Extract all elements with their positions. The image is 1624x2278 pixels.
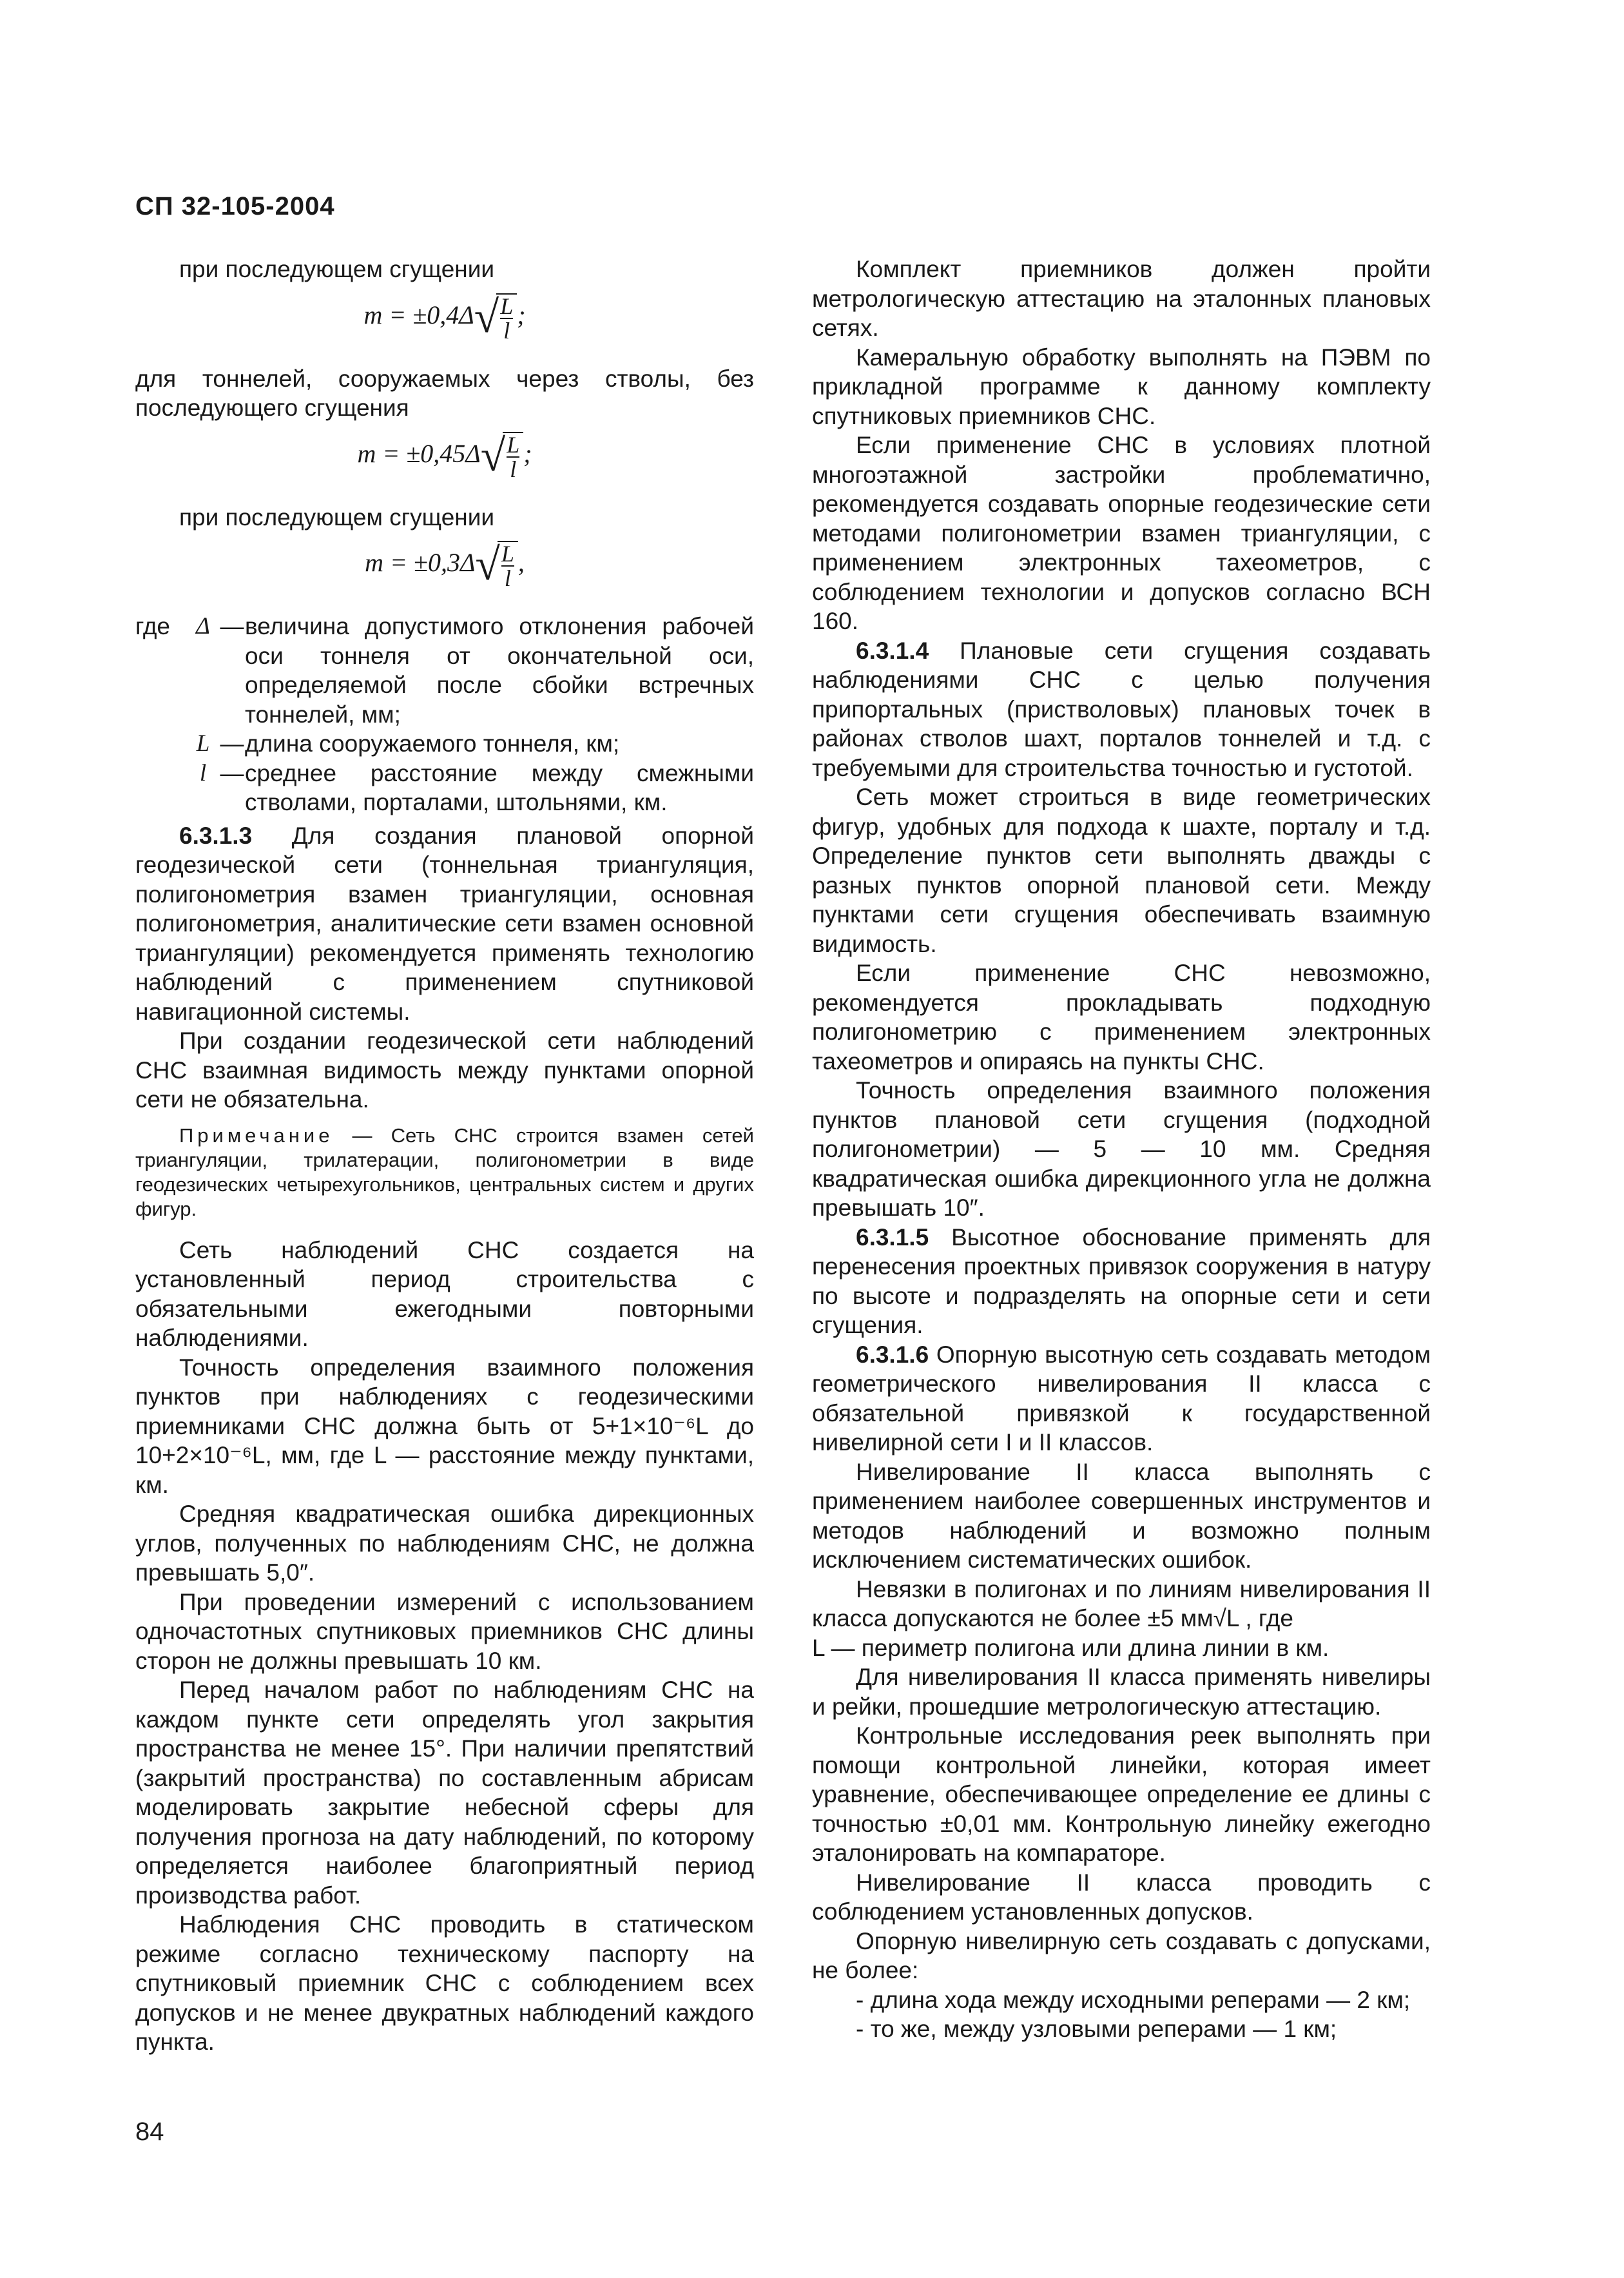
formula-2 (135, 432, 754, 491)
section-number: 6.3.1.6 (856, 1341, 929, 1368)
left-column (135, 255, 754, 2057)
section-number: 6.3.1.3 (179, 822, 253, 849)
fraction-numerator: L (501, 541, 514, 567)
definition-symbol: l (199, 759, 207, 786)
paragraph: Сеть может строиться в виде геометрических фигур, удобных для подхода к шахте, порталу и т.д. Определение пунктов сети выполнять дважды с разных пунктов опорной плановой сети. Между пунктами сети сгущения обеспечивать взаимную видимость. (812, 784, 1431, 957)
fraction-denominator: l (510, 456, 517, 482)
note (135, 1124, 754, 1222)
section-text: Высотное обоснование применять для перенесения проектных привязок сооружения в натуру по высоте и подразделять на опорные сети и сети сгущения. (812, 1223, 1431, 1338)
page-header: СП 32-105-2004 (135, 192, 335, 220)
section-6-3-1-3 (135, 821, 754, 1027)
definition-lead: где (135, 613, 171, 639)
fraction (496, 293, 517, 342)
formula-punct: ; (517, 300, 526, 329)
definition-lead (135, 759, 187, 817)
formula-coefficient: m = ±0,4Δ (363, 300, 474, 329)
section-number: 6.3.1.4 (856, 637, 929, 664)
paragraph: При проведении измерений с использованием одночастотных спутниковых приемников СНС длины сторон не должны превышать 10 км. (135, 1588, 754, 1674)
list-item: - длина хода между исходными реперами — 2 км; (856, 1986, 1411, 2013)
radical-sign: √ (474, 292, 499, 342)
paragraph: Невязки в полигонах и по линиям нивелирования II класса допускаются не более ±5 мм√L , где (812, 1575, 1431, 1631)
definition-dash: — (220, 730, 244, 757)
definition-symbol: Δ (196, 613, 210, 639)
paragraph: при последующем сгущении (179, 256, 495, 282)
definition-text: величина допустимого отклонения рабочей оси тоннеля от окончательной оси, определяемой после сбойки встречных тоннелей, мм; (245, 613, 754, 728)
formula-1 (135, 293, 754, 353)
paragraph: для тоннелей, сооружаемых через стволы, без последующего сгущения (135, 365, 754, 421)
section-text: Плановые сети сгущения создавать наблюдениями СНС с целью получения припортальных (пристволовых) плановых точек в районах стволов шахт, порталов тоннелей и т.д. с требуемыми для строительства точностью и густотой. (812, 637, 1431, 781)
definition-text: длина сооружаемого тоннеля, км; (245, 730, 620, 757)
paragraph: при последующем сгущении (179, 503, 495, 531)
radical-sign: √ (475, 540, 500, 590)
page-number: 84 (135, 2117, 164, 2146)
paragraph: Комплект приемников должен пройти метрологическую аттестацию на эталонных плановых сетях. (812, 256, 1431, 341)
fraction-denominator: l (504, 565, 511, 591)
right-column (812, 255, 1431, 2044)
paragraph: Наблюдения СНС проводить в статическом режиме согласно техническому паспорту на спутниковый приемник СНС с соблюдением всех допусков и не менее двукратных наблюдений каждого пункта. (135, 1911, 754, 2055)
formula-punct: ; (523, 438, 532, 468)
fraction (498, 541, 518, 590)
list-item: - то же, между узловыми реперами — 1 км; (856, 2016, 1337, 2042)
paragraph: Контрольные исследования реек выполнять при помощи контрольной линейки, которая имеет уравнение, обеспечивающее определение ее длины с точностью ±0,01 мм. Контрольную линейку ежегодно эталонировать на компараторе. (812, 1722, 1431, 1866)
definitions-list (135, 612, 754, 817)
note-text: — Сеть СНС строится взамен сетей триангуляции, трилатерации, полигонометрии в виде геодезических четырехугольников, центральных систем и других фигур. (135, 1124, 754, 1220)
paragraph: Если применение СНС невозможно, рекомендуется прокладывать подходную полигонометрию с применением электронных тахеометров и опираясь на пункты СНС. (812, 960, 1431, 1075)
paragraph: Средняя квадратическая ошибка дирекционных углов, полученных по наблюдениям СНС, не должна превышать 5,0″. (135, 1501, 754, 1586)
fraction-denominator: l (503, 317, 510, 344)
paragraph: Опорную нивелирную сеть создавать с допусками, не более: (812, 1927, 1431, 1983)
paragraph: Перед началом работ по наблюдениям СНС на каждом пункте сети определять угол закрытия пространства не менее 15°. При наличии препятствий (закрытий пространства) по составленным абрисам моделировать закрытие небесной сферы для получения прогноза на дату наблюдений, по которому определяется наиболее благоприятный период производства работ. (135, 1677, 754, 1909)
definition-dash: — (220, 613, 244, 639)
fraction (503, 432, 523, 481)
radical-sign: √ (480, 431, 506, 481)
section-number: 6.3.1.5 (856, 1223, 929, 1251)
paragraph: Точность определения взаимного положения пунктов при наблюдениях с геодезическими приемниками СНС должна быть от 5+1×10⁻⁶L до 10+2×10⁻⁶L, мм, где L — расстояние между пунктами, км. (135, 1354, 754, 1498)
formula-punct: , (517, 548, 525, 578)
section-text: Опорную высотную сеть создавать методом геометрического нивелирования II класса с обязательной привязкой к государственной нивелирной сети I и II классов. (812, 1341, 1431, 1455)
fraction-numerator: L (500, 293, 514, 319)
paragraph: Нивелирование II класса выполнять с применением наиболее совершенных инструментов и методов наблюдений и возможно полным исключением систематических ошибок. (812, 1458, 1431, 1573)
formula-3 (135, 541, 754, 600)
fraction-numerator: L (507, 431, 520, 458)
paragraph: L — периметр полигона или длина линии в км. (812, 1634, 1329, 1661)
formula-coefficient: m = ±0,3Δ (365, 548, 476, 578)
paragraph: Точность определения взаимного положения пунктов плановой сети сгущения (подходной полигонометрии) — 5 — 10 мм. Средняя квадратическая ошибка дирекционного угла не должна превышать 10″. (812, 1077, 1431, 1221)
definition-symbol: L (196, 730, 210, 757)
paragraph: Нивелирование II класса проводить с соблюдением установленных допусков. (812, 1869, 1431, 1925)
definition-dash: — (220, 759, 244, 786)
section-6-3-1-6 (812, 1340, 1431, 1457)
section-6-3-1-4 (812, 636, 1431, 783)
paragraph: Для нивелирования II класса применять нивелиры и рейки, прошедшие метрологическую аттестацию. (812, 1664, 1431, 1720)
note-label: Примечание (179, 1124, 334, 1147)
formula-coefficient: m = ±0,45Δ (357, 438, 481, 468)
paragraph: Камеральную обработку выполнять на ПЭВМ по прикладной программе к данному комплекту спутниковых приемников СНС. (812, 344, 1431, 429)
section-text: Для создания плановой опорной геодезической сети (тоннельная триангуляция, полигонометрия взамен триангуляции, основная полигонометрия, аналитические сети взамен основной триангуляции) рекомендуется применять технологию наблюдений с применением спутниковой навигационной системы. (135, 822, 755, 1025)
paragraph: При создании геодезической сети наблюдений СНС взаимная видимость между пунктами опорной сети не обязательна. (135, 1027, 754, 1113)
paragraph: Если применение СНС в условиях плотной многоэтажной застройки проблематично, рекомендуется создавать опорные геодезические сети методами полигонометрии взамен триангуляции, с применением электронных тахеометров, с соблюдением технологии и допусков согласно ВСН 160. (812, 432, 1431, 634)
definition-lead (135, 729, 187, 759)
definition-text: среднее расстояние между смежными стволами, порталами, штольнями, км. (245, 759, 754, 815)
paragraph: Сеть наблюдений СНС создается на установленный период строительства с обязательными ежегодными повторными наблюдениями. (135, 1236, 754, 1351)
section-6-3-1-5 (812, 1223, 1431, 1340)
